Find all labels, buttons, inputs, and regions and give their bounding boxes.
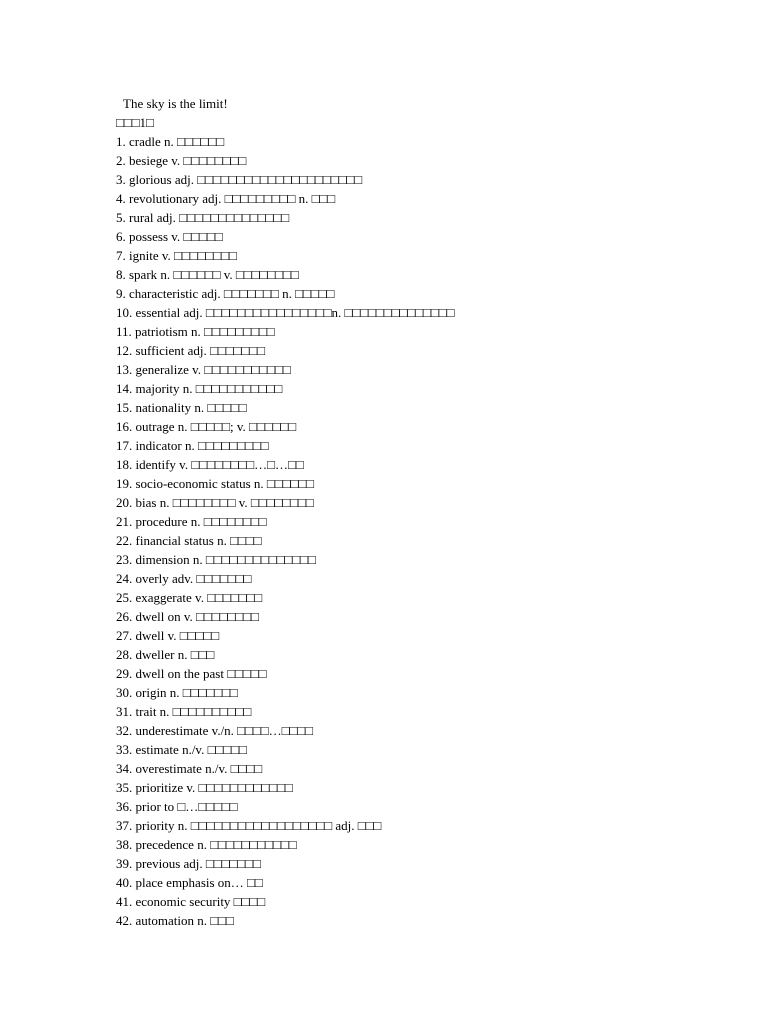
vocabulary-list	[116, 132, 736, 930]
vocabulary-item: 26. dwell on v. □□□□□□□□	[116, 609, 259, 624]
vocabulary-item: 10. essential adj. □□□□□□□□□□□□□□□□n. □□□□□□□□□□□□□□	[116, 305, 455, 320]
vocabulary-item: 1. cradle n. □□□□□□	[116, 134, 225, 149]
document-page	[116, 94, 736, 930]
vocabulary-item: 40. place emphasis on… □□	[116, 875, 263, 890]
vocabulary-item: 17. indicator n. □□□□□□□□□	[116, 438, 269, 453]
vocabulary-item: 33. estimate n./v. □□□□□	[116, 742, 247, 757]
document-title: The sky is the limit!	[123, 96, 228, 111]
section-heading: □□□1□	[116, 115, 154, 130]
vocabulary-item: 14. majority n. □□□□□□□□□□□	[116, 381, 283, 396]
vocabulary-item: 30. origin n. □□□□□□□	[116, 685, 238, 700]
vocabulary-item: 12. sufficient adj. □□□□□□□	[116, 343, 265, 358]
vocabulary-item: 29. dwell on the past □□□□□	[116, 666, 267, 681]
vocabulary-item: 38. precedence n. □□□□□□□□□□□	[116, 837, 297, 852]
vocabulary-item: 3. glorious adj. □□□□□□□□□□□□□□□□□□□□□	[116, 172, 363, 187]
vocabulary-item: 13. generalize v. □□□□□□□□□□□	[116, 362, 291, 377]
vocabulary-item: 32. underestimate v./n. □□□□…□□□□	[116, 723, 313, 738]
vocabulary-item: 4. revolutionary adj. □□□□□□□□□ n. □□□	[116, 191, 336, 206]
vocabulary-item: 23. dimension n. □□□□□□□□□□□□□□	[116, 552, 316, 567]
vocabulary-item: 25. exaggerate v. □□□□□□□	[116, 590, 263, 605]
vocabulary-item: 15. nationality n. □□□□□	[116, 400, 247, 415]
vocabulary-item: 35. prioritize v. □□□□□□□□□□□□	[116, 780, 293, 795]
vocabulary-item: 41. economic security □□□□	[116, 894, 266, 909]
vocabulary-item: 34. overestimate n./v. □□□□	[116, 761, 263, 776]
vocabulary-item: 22. financial status n. □□□□	[116, 533, 262, 548]
vocabulary-item: 20. bias n. □□□□□□□□ v. □□□□□□□□	[116, 495, 314, 510]
vocabulary-item: 9. characteristic adj. □□□□□□□ n. □□□□□	[116, 286, 335, 301]
vocabulary-item: 19. socio-economic status n. □□□□□□	[116, 476, 315, 491]
vocabulary-item: 8. spark n. □□□□□□ v. □□□□□□□□	[116, 267, 299, 282]
vocabulary-item: 36. prior to □…□□□□□	[116, 799, 238, 814]
vocabulary-item: 5. rural adj. □□□□□□□□□□□□□□	[116, 210, 290, 225]
vocabulary-item: 2. besiege v. □□□□□□□□	[116, 153, 247, 168]
vocabulary-item: 6. possess v. □□□□□	[116, 229, 223, 244]
vocabulary-item: 11. patriotism n. □□□□□□□□□	[116, 324, 275, 339]
vocabulary-item: 16. outrage n. □□□□□; v. □□□□□□	[116, 419, 297, 434]
vocabulary-item: 21. procedure n. □□□□□□□□	[116, 514, 267, 529]
vocabulary-item: 31. trait n. □□□□□□□□□□	[116, 704, 252, 719]
vocabulary-item: 42. automation n. □□□	[116, 913, 234, 928]
vocabulary-item: 27. dwell v. □□□□□	[116, 628, 220, 643]
vocabulary-item: 39. previous adj. □□□□□□□	[116, 856, 261, 871]
vocabulary-item: 24. overly adv. □□□□□□□	[116, 571, 252, 586]
vocabulary-item: 37. priority n. □□□□□□□□□□□□□□□□□□ adj. □□□	[116, 818, 382, 833]
vocabulary-item: 18. identify v. □□□□□□□□…□…□□	[116, 457, 304, 472]
vocabulary-item: 7. ignite v. □□□□□□□□	[116, 248, 237, 263]
vocabulary-item: 28. dweller n. □□□	[116, 647, 215, 662]
